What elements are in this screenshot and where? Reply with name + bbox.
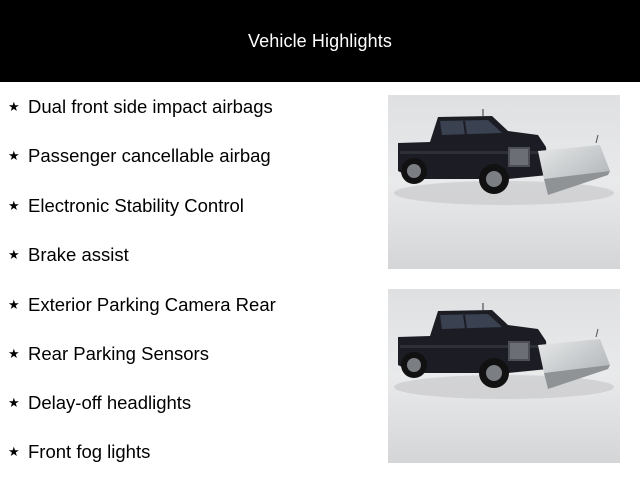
list-item: [8, 390, 191, 416]
vehicle-photo[interactable]: [388, 95, 620, 269]
list-item: [8, 292, 276, 318]
feature-label: Electronic Stability Control: [28, 195, 244, 216]
list-item: [8, 341, 209, 367]
feature-label: Rear Parking Sensors: [28, 343, 209, 364]
star-icon: ★: [8, 444, 20, 460]
star-icon: ★: [8, 148, 20, 164]
list-item: [8, 94, 273, 120]
feature-label: Brake assist: [28, 244, 129, 265]
feature-label: Delay-off headlights: [28, 392, 192, 413]
list-item: [8, 242, 129, 268]
truck-with-plow-image: [388, 95, 620, 269]
star-icon: ★: [8, 198, 20, 214]
vehicle-photo[interactable]: [388, 289, 620, 463]
feature-label: Exterior Parking Camera Rear: [28, 294, 276, 315]
truck-with-plow-image: [388, 289, 620, 463]
list-item: [8, 439, 150, 465]
header-bar: [0, 0, 640, 82]
star-icon: ★: [8, 247, 20, 263]
star-icon: ★: [8, 99, 20, 115]
star-icon: ★: [8, 346, 20, 362]
list-item: [8, 193, 244, 219]
feature-label: Front fog lights: [28, 441, 151, 462]
feature-label: Passenger cancellable airbag: [28, 145, 271, 166]
star-icon: ★: [8, 395, 20, 411]
list-item: [8, 143, 271, 169]
star-icon: ★: [8, 297, 20, 313]
page-title: Vehicle Highlights: [248, 30, 392, 51]
feature-label: Dual front side impact airbags: [28, 96, 273, 117]
